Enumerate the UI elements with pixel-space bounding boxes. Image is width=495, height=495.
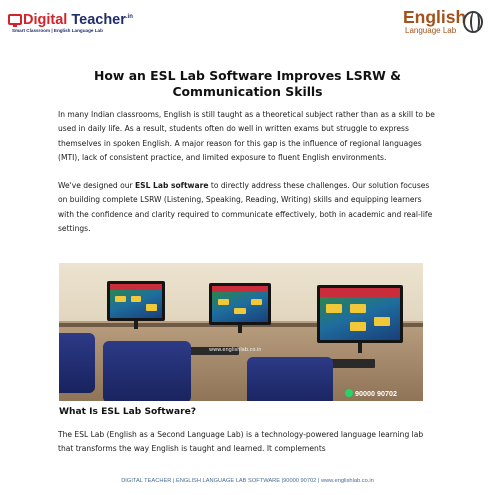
english-language-lab-logo (401, 7, 487, 37)
section-heading: What Is ESL Lab Software? (59, 407, 197, 417)
solution-paragraph: We've designed our ESL Lab software to directly address these challenges. Our solution focuses on building complete LSRW (Listening, Speaking, Reading, Writing) skills and equipping learners with the confidence and clarity required to communicate effectively, both in academic and real-life settings. (58, 181, 433, 233)
computer-monitor (209, 283, 271, 325)
page-footer: DIGITAL TEACHER | ENGLISH LANGUAGE LAB SOFTWARE |90000 90702 | www.englishlab.co.in (121, 478, 374, 484)
computer-monitor (317, 285, 403, 343)
office-chair (247, 357, 333, 401)
office-chair (59, 333, 95, 393)
definition-paragraph: The ESL Lab (English as a Second Language Lab) is a technology-powered language learning lab that transforms the way English is taught and learned. It complements (58, 430, 424, 454)
language-lab-logo-text: Language Lab (405, 26, 457, 35)
tv-icon (8, 14, 22, 25)
intro-paragraph: In many Indian classrooms, English is still taught as a theoretical subject rather than as a skill to be used in daily life. As a result, students often do well in written exams but struggle to express themselves in spoken English. A major reason for this gap is the influence of regional languages (MTI), lack of consistent practice, and limited exposure to fluent English environments. (58, 110, 435, 162)
photo-watermark: www.englishlab.co.in (209, 347, 262, 353)
monitor-stand (238, 325, 242, 333)
monitor-stand (134, 321, 138, 329)
globe-icon (463, 11, 483, 33)
office-chair (103, 341, 191, 401)
language-lab-photo (59, 263, 423, 401)
english-logo-word: English (403, 7, 467, 27)
phone-badge: 90000 90702 (345, 389, 397, 398)
computer-monitor (107, 281, 165, 321)
digital-teacher-logo (8, 8, 158, 40)
whatsapp-icon (345, 389, 353, 397)
esl-lab-software-emphasis: ESL Lab software (135, 181, 209, 190)
monitor-stand (358, 343, 362, 353)
article-title: How an ESL Lab Software Improves LSRW & Communication Skills (94, 68, 401, 99)
digital-teacher-tagline: Smart Classroom | English Language Lab (12, 28, 103, 33)
digital-teacher-brand: Digital Teacher$^{.in}$ (8, 8, 133, 29)
